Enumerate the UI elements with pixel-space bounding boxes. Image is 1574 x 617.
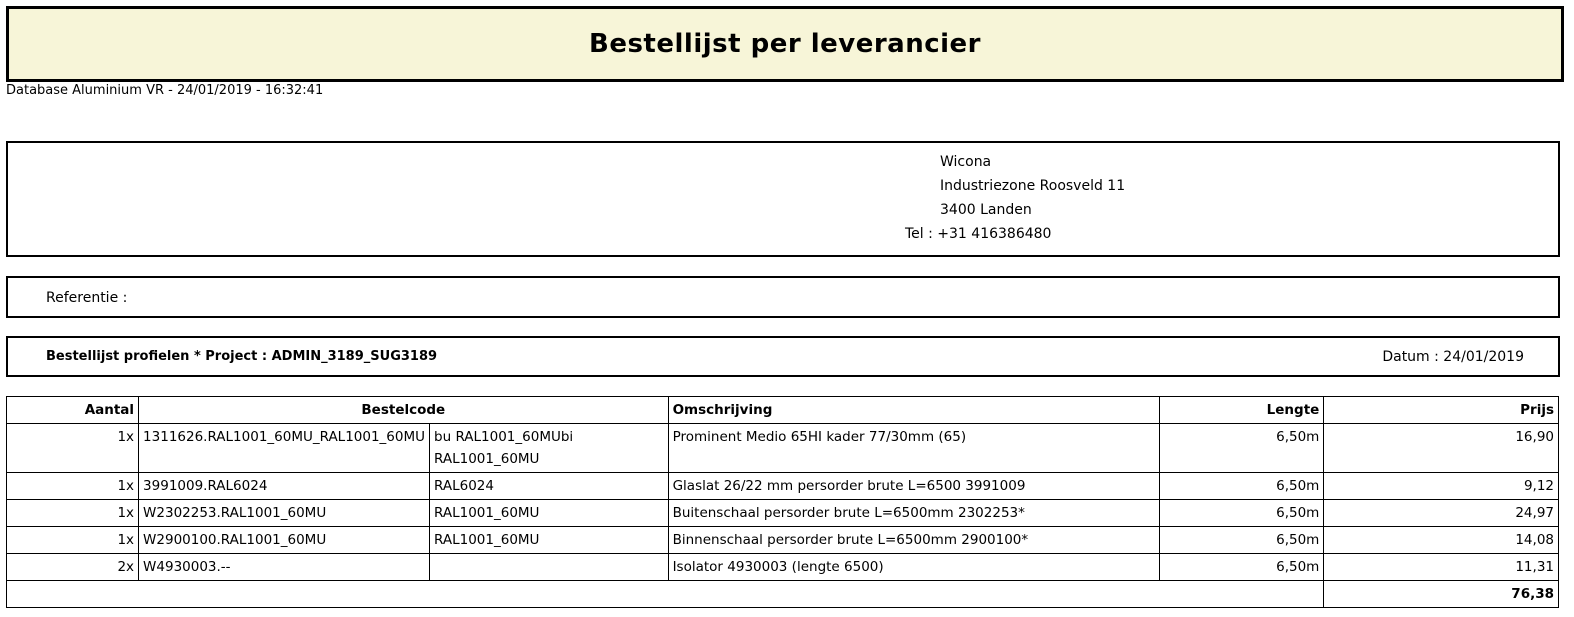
cell-lengte: 6,50m [1159,473,1324,500]
project-title: Bestellijst profielen * Project : ADMIN_3189_SUG3189 [46,349,438,364]
cell-lengte: 6,50m [1159,424,1324,473]
cell-prijs: 14,08 [1324,527,1559,554]
report-subtitle: Database Aluminium VR - 24/01/2019 - 16:32:41 [6,83,324,98]
cell-aantal: 1x [7,424,139,473]
report-title: Bestellijst per leverancier [589,29,981,59]
table-row [7,424,1559,473]
cell-omschrijving: Isolator 4930003 (lengte 6500) [668,554,1159,581]
cell-lengte: 6,50m [1159,554,1324,581]
reference-label: Referentie : [46,290,128,306]
cell-kleur-line1: bu RAL1001_60MUbi [434,429,574,445]
header-prijs: Prijs [1324,397,1559,424]
cell-aantal: 1x [7,500,139,527]
cell-lengte: 6,50m [1159,500,1324,527]
report-title-banner [6,6,1564,82]
header-aantal: Aantal [7,397,139,424]
cell-kleur [430,424,669,473]
supplier-address-box [6,141,1560,257]
cell-prijs: 16,90 [1324,424,1559,473]
header-omschrijving: Omschrijving [668,397,1159,424]
order-table [6,396,1559,608]
total-row [7,581,1559,608]
cell-kleur: RAL1001_60MU [430,500,669,527]
total-spacer [7,581,1324,608]
supplier-name: Wicona [940,154,992,170]
header-lengte: Lengte [1159,397,1324,424]
cell-aantal: 1x [7,473,139,500]
total-price: 76,38 [1324,581,1559,608]
cell-code: W4930003.-- [139,554,430,581]
cell-kleur [430,554,669,581]
supplier-tel: Tel : +31 416386480 [905,226,1052,242]
project-date: Datum : 24/01/2019 [1382,349,1524,365]
cell-code: W2900100.RAL1001_60MU [139,527,430,554]
supplier-street: Industriezone Roosveld 11 [940,178,1126,194]
cell-lengte: 6,50m [1159,527,1324,554]
cell-prijs: 9,12 [1324,473,1559,500]
cell-omschrijving: Binnenschaal persorder brute L=6500mm 2900100* [668,527,1159,554]
cell-prijs: 24,97 [1324,500,1559,527]
cell-code: 1311626.RAL1001_60MU_RAL1001_60MU [139,424,430,473]
table-row [7,554,1559,581]
cell-aantal: 1x [7,527,139,554]
cell-code: W2302253.RAL1001_60MU [139,500,430,527]
cell-omschrijving: Prominent Medio 65HI kader 77/30mm (65) [668,424,1159,473]
reference-box [6,276,1560,318]
table-row [7,500,1559,527]
header-bestelcode: Bestelcode [139,397,669,424]
cell-aantal: 2x [7,554,139,581]
cell-omschrijving: Buitenschaal persorder brute L=6500mm 2302253* [668,500,1159,527]
cell-code: 3991009.RAL6024 [139,473,430,500]
supplier-city: 3400 Landen [940,202,1032,218]
table-header-row [7,397,1559,424]
cell-kleur: RAL6024 [430,473,669,500]
cell-kleur: RAL1001_60MU [430,527,669,554]
cell-omschrijving: Glaslat 26/22 mm persorder brute L=6500 3991009 [668,473,1159,500]
table-row [7,473,1559,500]
table-row [7,527,1559,554]
project-box [6,336,1560,377]
cell-prijs: 11,31 [1324,554,1559,581]
cell-kleur-line2: RAL1001_60MU [434,451,540,467]
